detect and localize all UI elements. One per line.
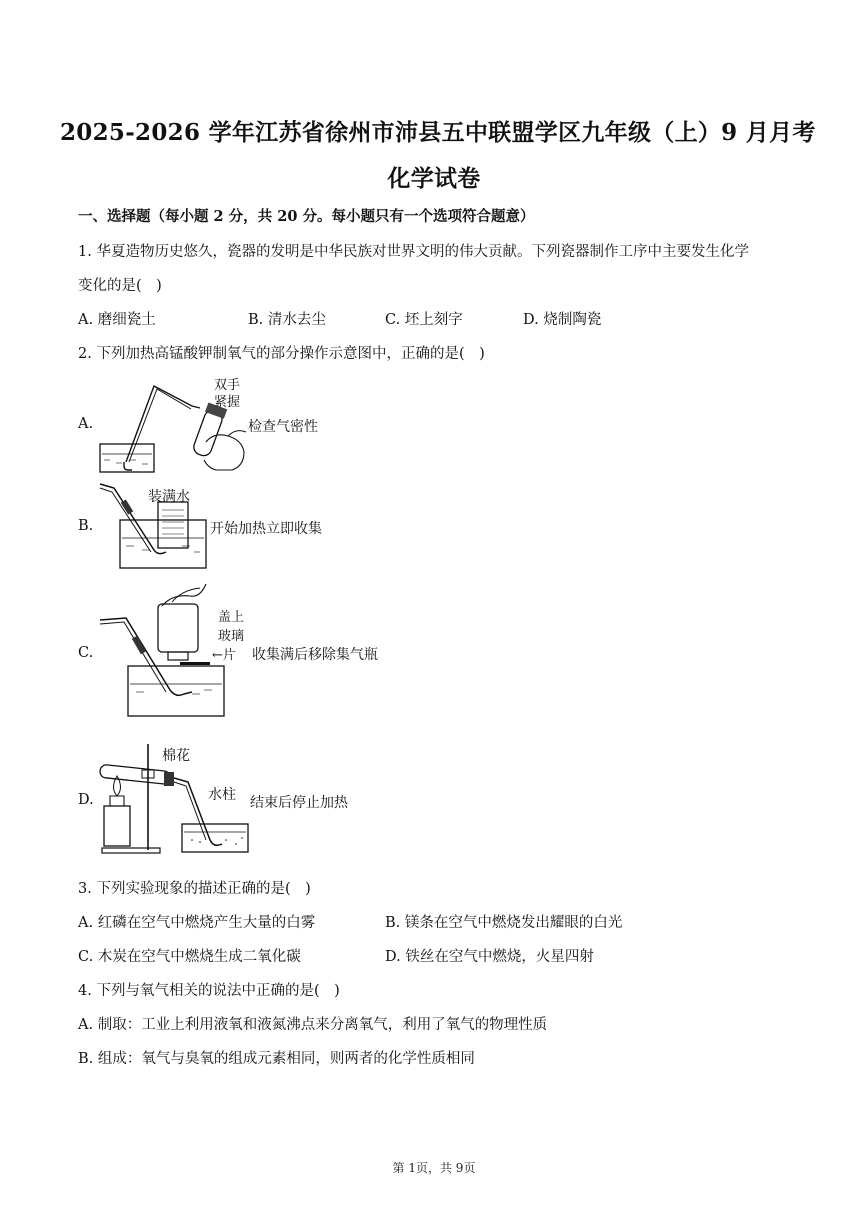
- q4-option-a: A. 制取：工业上利用液氧和液氮沸点来分离氧气，利用了氧气的物理性质: [78, 1017, 548, 1033]
- q2-c-caption: 收集满后移除集气瓶: [252, 647, 378, 663]
- exam-title-line2: 化学试卷: [387, 165, 481, 192]
- q2-c-label-2: 玻璃: [218, 629, 245, 644]
- q2-figure-c: [96, 580, 226, 720]
- q2-a-label-2: 紧握: [214, 395, 241, 410]
- section-heading: 一、选择题（每小题 2 分，共 20 分。每小题只有一个选项符合题意）: [78, 208, 535, 225]
- exam-title-line1: 2025-2026 学年江苏省徐州市沛县五中联盟学区九年级（上）9 月月考: [60, 119, 816, 146]
- q2-d-label-cotton: 棉花: [162, 748, 190, 764]
- q2-option-d-letter: D.: [78, 792, 94, 808]
- q1-stem-line1: 1. 华夏造物历史悠久，瓷器的发明是中华民族对世界文明的伟大贡献。下列瓷器制作工序中主要发生化学: [78, 244, 749, 260]
- q2-b-label: 装满水: [148, 489, 190, 505]
- q2-c-label-1: 盖上: [218, 610, 245, 625]
- q2-a-caption: 检查气密性: [248, 419, 318, 435]
- q3-option-d: D. 铁丝在空气中燃烧，火星四射: [385, 949, 594, 965]
- q2-d-caption: 结束后停止加热: [250, 795, 348, 811]
- q2-c-label-3: ←片: [212, 648, 236, 663]
- q1-option-a: A. 磨细瓷土: [78, 312, 156, 328]
- q2-b-caption: 开始加热立即收集: [210, 521, 322, 537]
- q1-option-c: C. 坯上刻字: [385, 312, 463, 328]
- q1-stem-line2: 变化的是( ): [78, 278, 162, 294]
- q2-d-label-water: 水柱: [208, 787, 236, 803]
- q2-option-a-letter: A.: [78, 416, 94, 432]
- q1-option-d: D. 烧制陶瓷: [523, 312, 602, 328]
- page-footer: 第 1页，共 9页: [392, 1161, 476, 1175]
- q4-stem: 4. 下列与氧气相关的说法中正确的是( ): [78, 983, 340, 999]
- arrow-left-icon: ←: [212, 648, 223, 663]
- q3-option-c: C. 木炭在空气中燃烧生成二氧化碳: [78, 949, 301, 965]
- q1-option-b: B. 清水去尘: [248, 312, 326, 328]
- q3-option-b: B. 镁条在空气中燃烧发出耀眼的白光: [385, 915, 623, 931]
- q2-stem: 2. 下列加热高锰酸钾制氧气的部分操作示意图中，正确的是( ): [78, 346, 485, 362]
- q3-stem: 3. 下列实验现象的描述正确的是( ): [78, 881, 311, 897]
- q2-a-label-1: 双手: [214, 378, 241, 393]
- q3-option-a: A. 红磷在空气中燃烧产生大量的白雾: [78, 915, 316, 931]
- q2-option-b-letter: B.: [78, 518, 94, 534]
- q2-option-c-letter: C.: [78, 645, 94, 661]
- q4-option-b: B. 组成：氧气与臭氧的组成元素相同，则两者的化学性质相同: [78, 1051, 475, 1067]
